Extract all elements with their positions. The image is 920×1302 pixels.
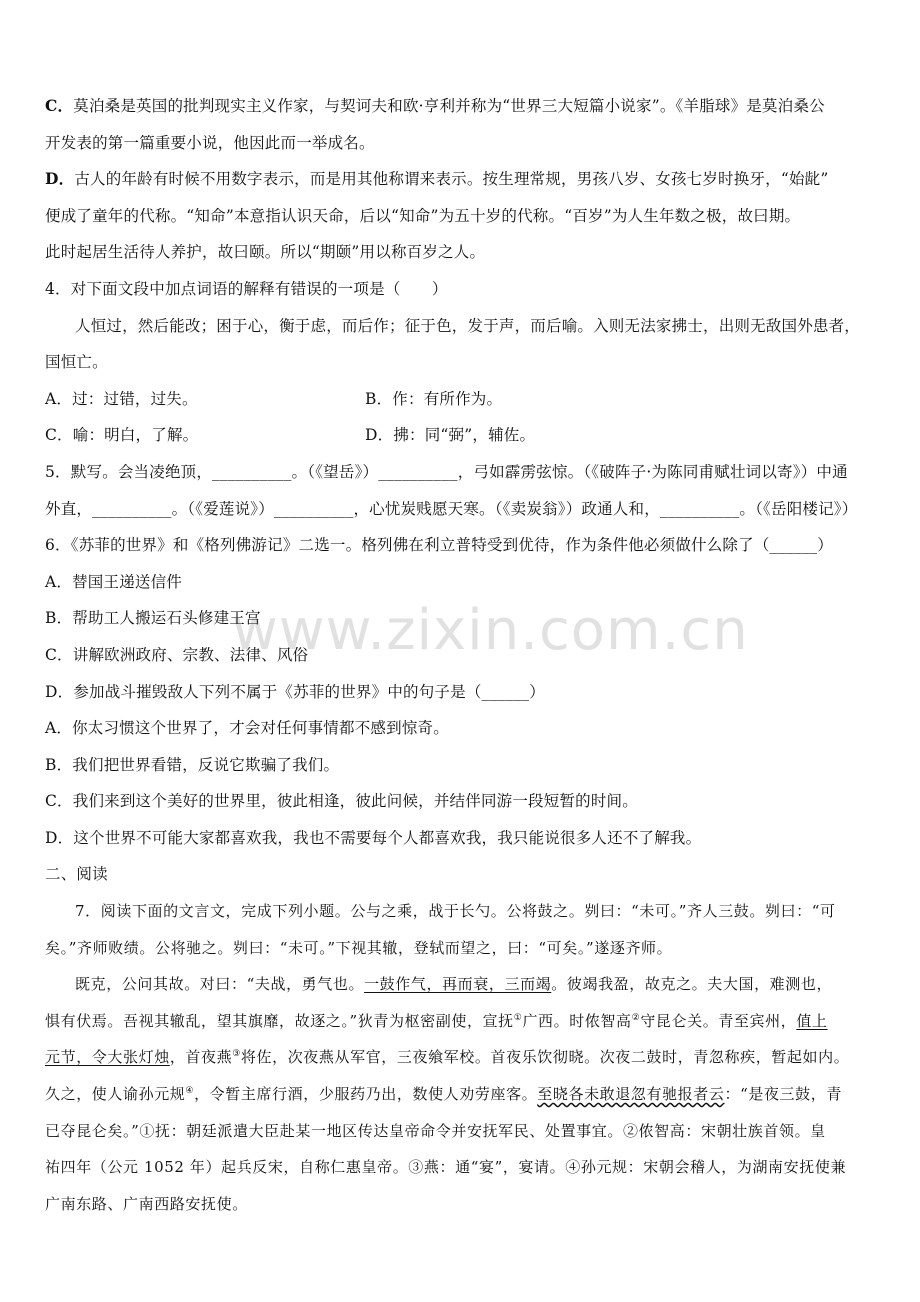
- q6-option-a: A．替国王递送信件: [45, 572, 182, 591]
- footnote-marker: ①: [513, 1012, 523, 1023]
- q3-option-c-line2: 开发表的第一篇重要小说，他因此而一举成名。: [45, 133, 375, 152]
- text-segment: 既克，公问其故。对曰：“夫战，勇气也。: [75, 975, 365, 994]
- text-segment: ，首夜燕: [169, 1048, 233, 1067]
- q6-option-d: D．参加战斗摧毁敌人下列不属于《苏菲的世界》中的句子是（______）: [45, 682, 545, 701]
- q5-line1: 5．默写。会当凌绝顶，__________。（《望岳》）__________，弓如霹雳弦惊。（《破阵子·为陈同甫赋壮词以寄》）中通: [45, 462, 848, 481]
- q4-passage-line1: 人恒过，然后能改；困于心，衡于虑，而后作；征于色，发于声，而后喻。入则无法家拂士，出则无敌国外患者，: [75, 316, 861, 335]
- q4-option-a: A．过：过错，过失。: [45, 389, 198, 408]
- section-heading: 二、阅读: [45, 865, 108, 884]
- option-label: D．: [45, 169, 75, 189]
- q3-option-d-line2: 便成了童年的代称。“知命”本意指认识天命，后以“知命”为五十岁的代称。“百岁”为人生年数之极，故曰期。: [45, 206, 801, 225]
- q3-option-d-line3: 此时起居生活待人养护，故曰颐。所以“期颐”用以称百岁之人。: [45, 243, 486, 262]
- q6-option-c2: C．我们来到这个美好的世界里，彼此相逢，彼此问候，并结伴同游一段短暂的时间。: [45, 792, 638, 811]
- text-segment: 守昆仑关。青至宾州，: [640, 1011, 797, 1030]
- text-segment: 将佐，次夜燕从军官，三夜飨军校。首夜乐饮彻晓。次夜二鼓时，青忽称疾，暂起如内。: [240, 1048, 850, 1067]
- q7-p2-line3: [45, 1039, 885, 1076]
- q7-p2-line6: 祐四年（公元 1052 年）起兵反宋，自称仁惠皇帝。③燕：通“宴”，宴请。④孙元规：宋朝会稽人，为湖南安抚使兼: [45, 1158, 847, 1177]
- q4-option-d: D．拂：同“弼”，辅佐。: [365, 426, 536, 445]
- q7-p2-line4: [45, 1076, 885, 1113]
- q4-options-row1: [45, 381, 885, 418]
- underlined-sentence: 元节，令大张灯烛: [45, 1048, 170, 1067]
- text-segment: ，令暂主席行酒，少服药乃出，数使人劝劳座客。: [194, 1085, 538, 1104]
- q6-option-b2: B．我们把世界看错，反说它欺骗了我们。: [45, 755, 340, 774]
- q6-option-a2: A．你太习惯这个世界了，才会对任何事情都不感到惊奇。: [45, 719, 449, 738]
- option-text: 莫泊桑是英国的批判现实主义作家，与契诃夫和欧·亨利并称为“世界三大短篇小说家”。《羊脂球》是莫泊桑公: [73, 97, 825, 115]
- underlined-sentence: 值上: [796, 1011, 828, 1030]
- option-text: 古人的年龄有时候不用数字表示，而是用其他称谓来表示。按生理常规，男孩八岁、女孩七岁时换牙，“始龀”: [74, 170, 829, 189]
- q7-p2-line7: 广南东路、广南西路安抚使。: [45, 1194, 248, 1213]
- text-segment: 广西。时侬智高: [522, 1011, 632, 1030]
- text-segment: 惧有伏焉。吾视其辙乱，望其旗靡，故逐之。”狄青为枢密副使，宣抚: [45, 1011, 514, 1030]
- wavy-underlined-sentence: 至晓各未敢退忽有驰报者云: [537, 1085, 725, 1104]
- document-page: [45, 88, 885, 1222]
- q4-option-b: B．作：有所作为。: [365, 389, 503, 408]
- footnote-marker: ④: [185, 1086, 195, 1097]
- q3-option-c-line1: [45, 88, 885, 125]
- q5-line2: 外直，__________。（《爱莲说》）__________，心忧炭贱愿天寒。（《卖炭翁》）政通人和，__________。（《岳阳楼记》）: [45, 499, 858, 518]
- underlined-sentence: 一鼓作气，再而衰，三而竭: [364, 975, 552, 994]
- footnote-marker: ③: [232, 1049, 241, 1060]
- q7-line2: 矣。”齐师败绩。公将驰之。刿曰：“未可。”下视其辙，登轼而望之，曰：“可矣。”遂逐齐师。: [45, 938, 673, 957]
- footnote-marker: ②: [631, 1012, 641, 1023]
- q4-stem: 4．对下面文段中加点词语的解释有错误的一项是（ ）: [45, 279, 448, 298]
- q4-passage-line2: 国恒亡。: [45, 353, 108, 372]
- q6-option-c: C．讲解欧洲政府、宗教、法律、风俗: [45, 645, 309, 664]
- q6-option-d2: D．这个世界不可能大家都喜欢我，我也不需要每个人都喜欢我，我只能说很多人还不了解我。: [45, 828, 702, 847]
- q6-option-b: B．帮助工人搬运石头修建王宫: [45, 609, 261, 628]
- q7-line1: 7．阅读下面的文言文，完成下列小题。公与之乘，战于长勺。公将鼓之。刿曰：“未可。”齐人三鼓。刿曰：“可: [75, 902, 836, 921]
- q4-option-c: C．喻：明白，了解。: [45, 426, 199, 445]
- q7-p2-line5: 已夺昆仑矣。”①抚：朝廷派遣大臣赴某一地区传达皇帝命令并安抚军民、处置事宜。②侬智高：宋朝壮族首领。皇: [45, 1121, 826, 1140]
- q6-stem: 6．《苏菲的世界》和《格列佛游记》二选一。格列佛在利立普特受到优待，作为条件他必须做什么除了（______）: [45, 536, 833, 555]
- q4-options-row2: [45, 417, 885, 454]
- watermark: www.zixin.com.cn: [232, 598, 749, 663]
- q7-p2-line1: [45, 966, 885, 1003]
- text-segment: 久之，使人谕孙元规: [45, 1085, 186, 1104]
- q3-option-d-line1: [45, 161, 885, 198]
- q7-p2-line2: [45, 1003, 885, 1040]
- option-label: C．: [45, 96, 74, 115]
- text-segment: 。彼竭我盈，故克之。夫大国，难测也，: [551, 975, 833, 994]
- text-segment: ：“是夜三鼓，青: [724, 1085, 842, 1104]
